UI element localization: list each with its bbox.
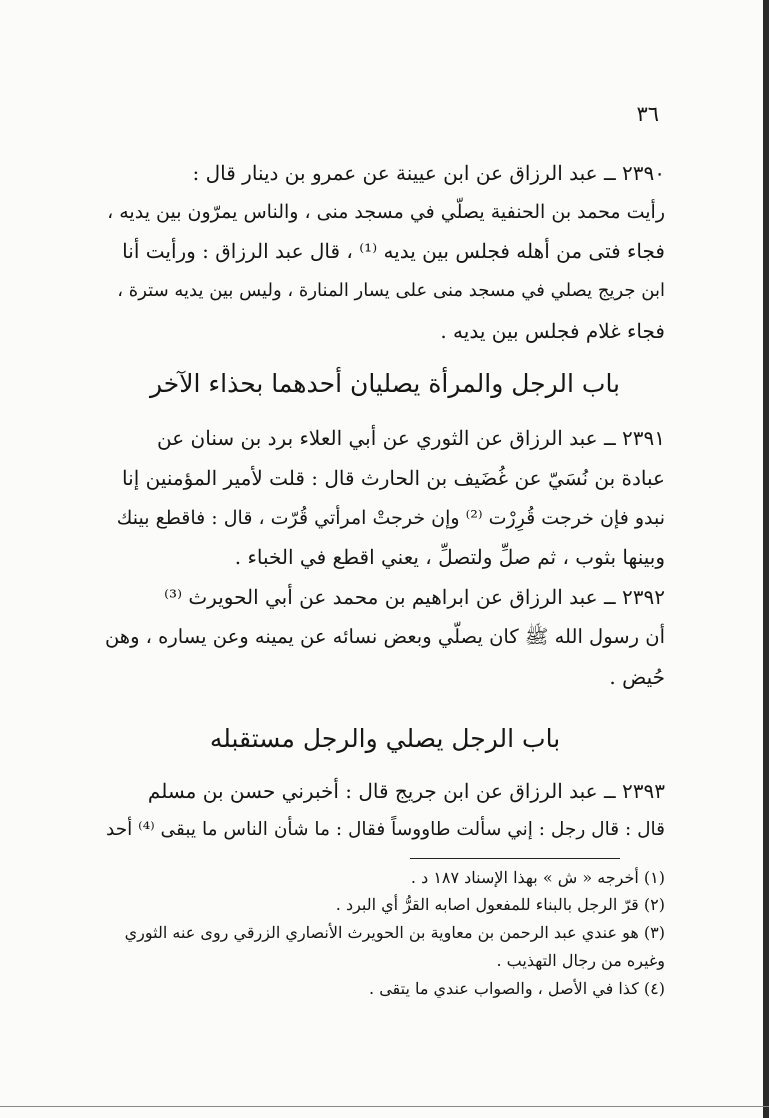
text-line: حُيض . [609,665,665,689]
text-line: ابن جريج يصلي في مسجد منى على يسار المنارة ، وليس بين يديه سترة ، [117,280,665,301]
chapter-heading: باب الرجل يصلي والرجل مستقبله [209,724,561,753]
text-line: وبينها بثوب ، ثم صلِّ ولتصلِّ ، يعني اقطع في الخباء . [234,545,665,569]
page-number: ٣٦ [636,102,659,126]
text-line: فجاء غلام فجلس بين يديه . [440,319,665,343]
footnote: (٢) قرّ الرجل بالبناء للمفعول اصابه القرُّ أي البرد . [335,895,665,914]
page-bottom-edge [0,1106,769,1107]
text-line: ٢٣٩٢ ــ عبد الرزاق عن ابراهيم بن محمد عن أبي الحويرث ⁽³⁾ [164,585,665,609]
text-line: ٢٣٩٣ ــ عبد الرزاق عن ابن جريج قال : أخبرني حسن بن مسلم [147,779,665,803]
text-line: رأيت محمد بن الحنفية يصلّي في مسجد منى ، والناس يمرّون بين يديه ، [107,201,665,223]
text-line: قال : قال رجل : إني سألت طاووساً فقال : ما شأن الناس ما يبقى ⁽⁴⁾ أحد [105,819,665,840]
footnote: وغيره من رجال التهذيب . [496,951,665,970]
text-line: ٢٣٩٠ ــ عبد الرزاق عن ابن عيينة عن عمرو بن دينار قال : [192,161,665,185]
page-edge-shadow [763,0,769,1118]
footnote: (٣) هو عندي عبد الرحمن بن معاوية بن الحويرث الأنصاري الزرقي روى عنه الثوري [124,923,665,942]
text-line: عبادة بن نُسَيّ عن غُضَيف بن الحارث قال : قلت لأمير المؤمنين إنا [122,466,665,490]
footnote: (١) أخرجه « ش » بهذا الإسناد ١٨٧ د . [410,868,665,887]
footnote-separator [410,858,620,859]
text-line: أن رسول الله ﷺ كان يصلّي وبعض نسائه عن يمينه وعن يساره ، وهن [104,625,665,648]
text-line: نبدو فإن خرجت قُرِرْت ⁽²⁾ وإن خرجتْ امرأتي قُرّت ، قال : فاقطع بينك [116,507,665,529]
text-line: ٢٣٩١ ــ عبد الرزاق عن الثوري عن أبي العلاء برد بن سنان عن [157,426,665,450]
footnote: (٤) كذا في الأصل ، والصواب عندي ما يتقى . [369,979,665,998]
text-line: فجاء فتى من أهله فجلس بين يديه ⁽¹⁾ ، قال عبد الرزاق : ورأيت أنا [122,239,665,263]
chapter-heading: باب الرجل والمرأة يصليان أحدهما بحذاء الآخر [149,369,621,398]
